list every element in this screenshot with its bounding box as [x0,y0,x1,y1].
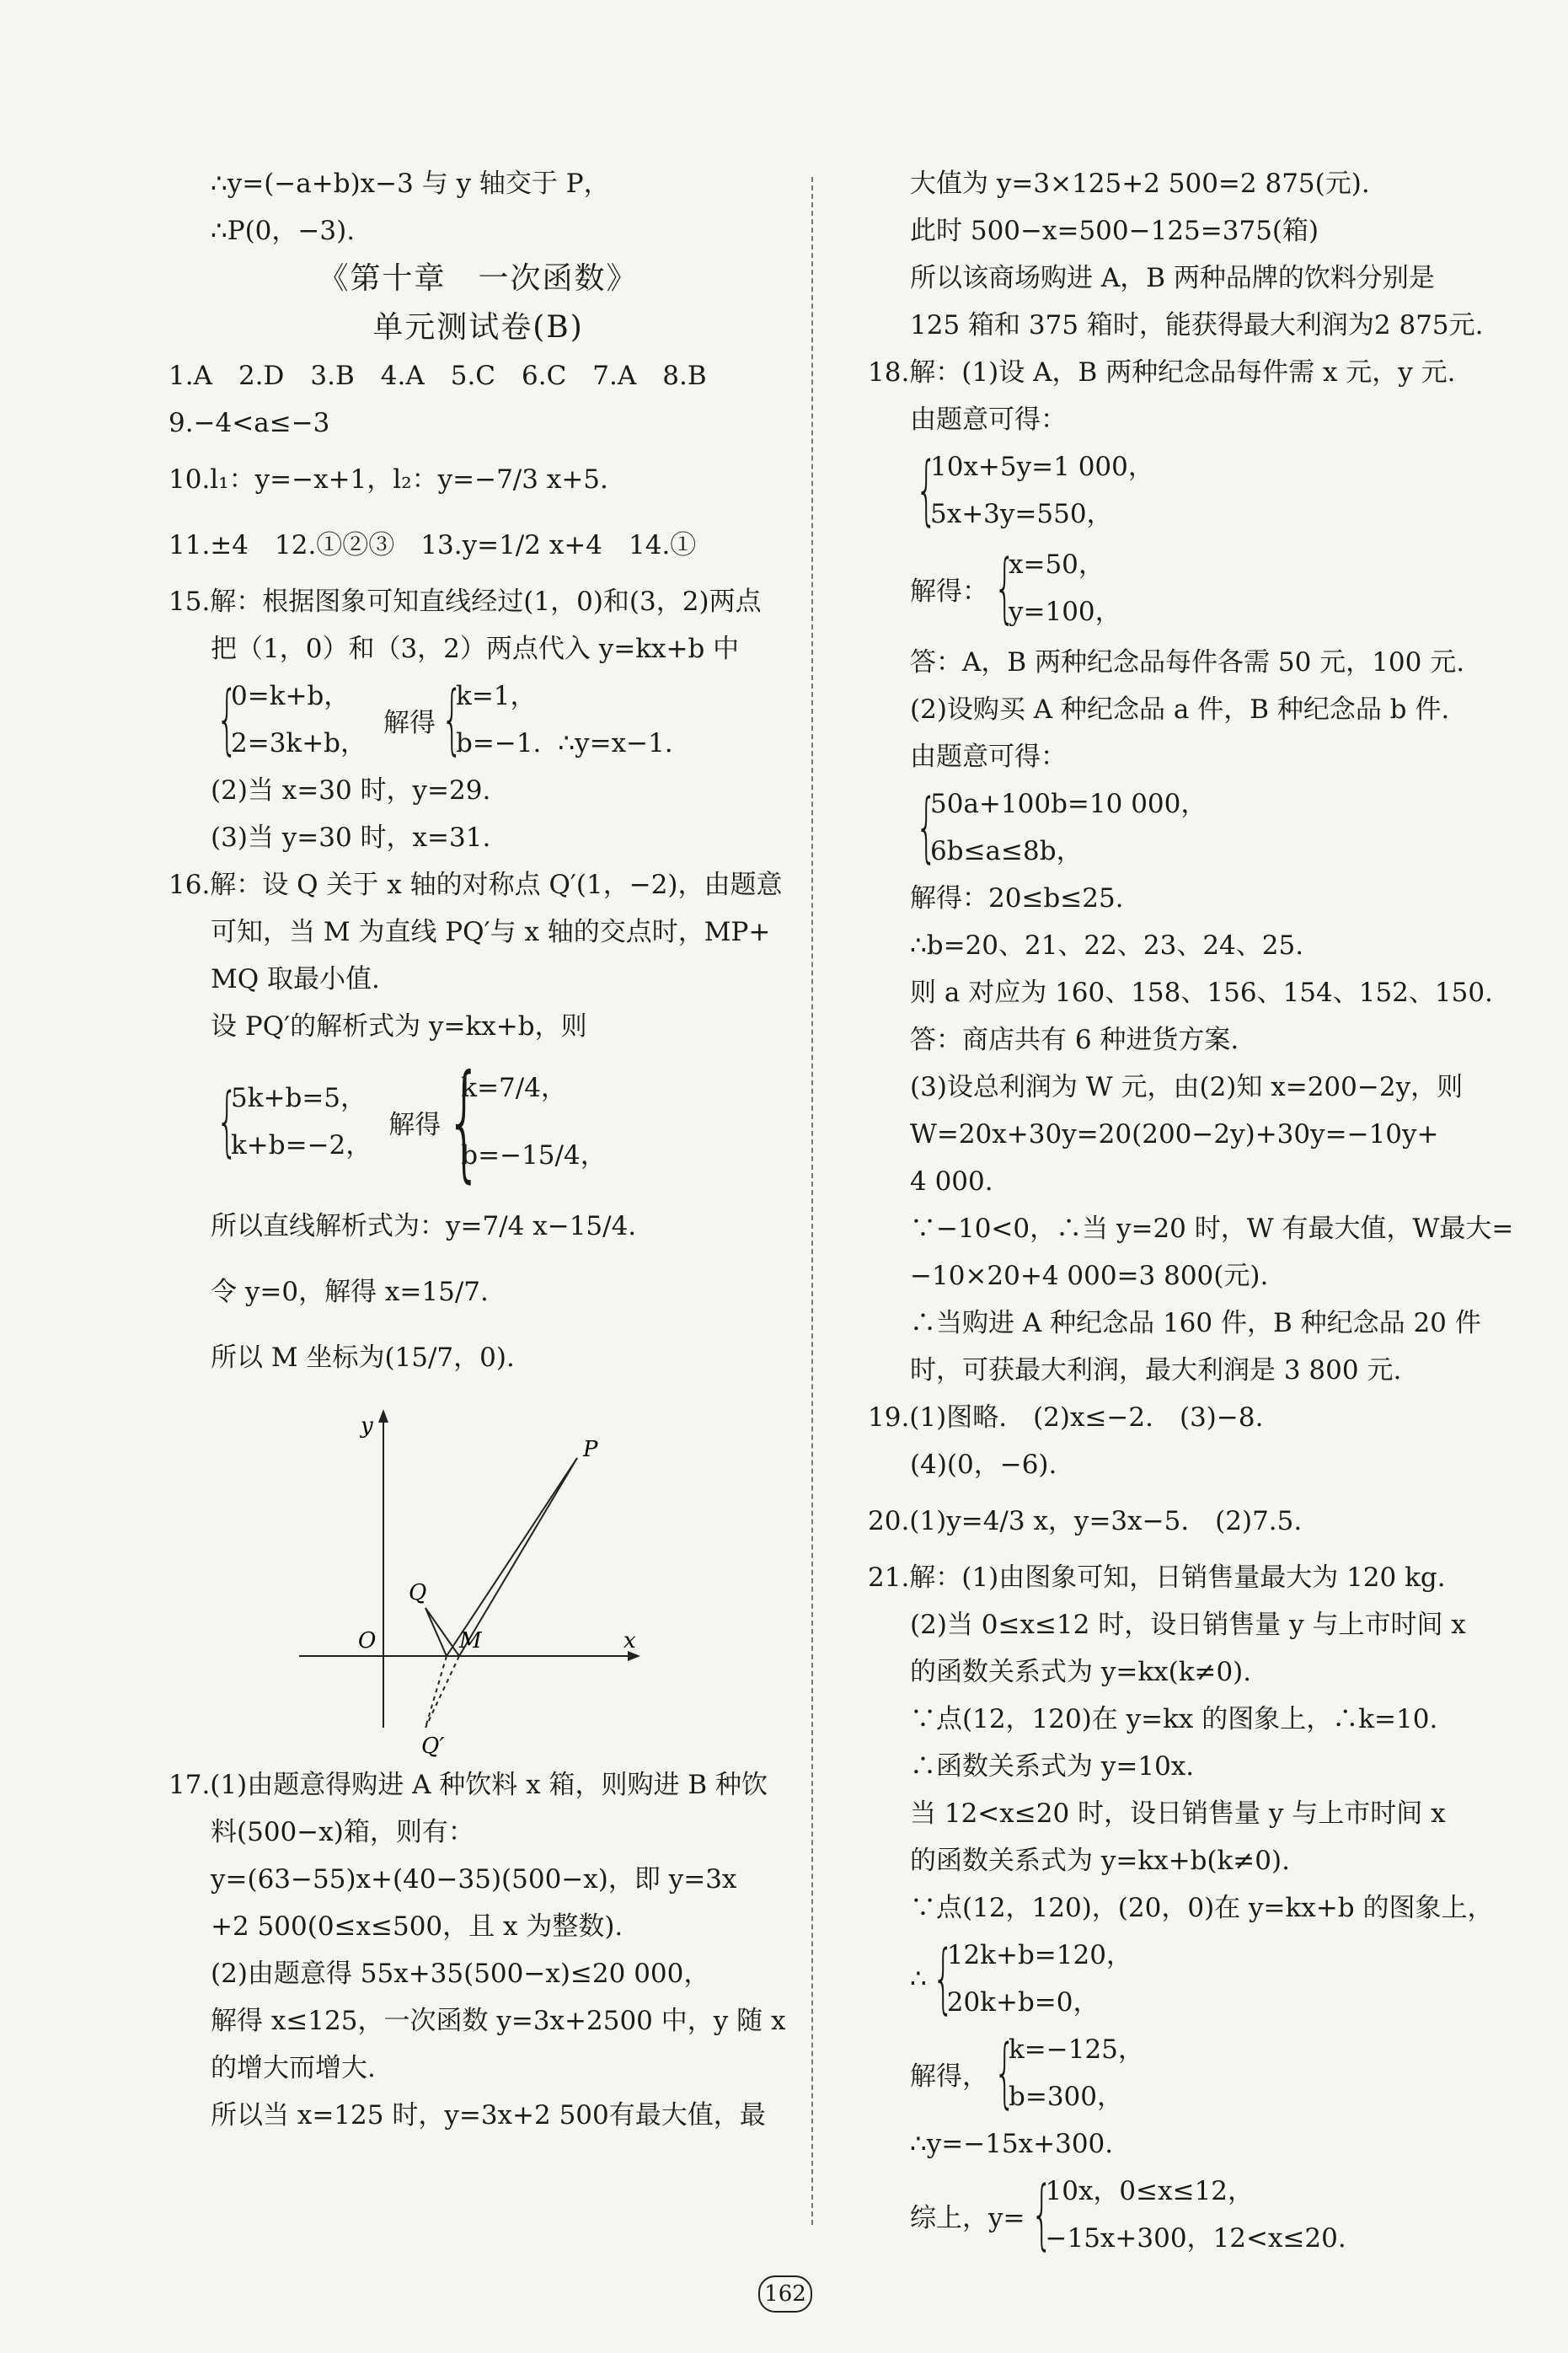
solve-label: 解得 [383,707,436,738]
eq: 0=k+b， [231,681,351,711]
brace: { [932,1934,955,2023]
right-column [868,160,1514,2262]
q18-line: 18.解：(1)设 A，B 两种纪念品每件需 x 元，y 元. [868,357,1456,388]
q20-line: 20.(1)y=4/3 x，y=3x−5. (2)7.5. [868,1506,1303,1536]
eq: 2=3k+b， [231,728,367,758]
q16-line: 可知，当 M 为直线 PQ′与 x 轴的交点时，MP+ [211,917,771,947]
q16-line: 所以直线解析式为：y=7/4 x−15/4. [211,1211,637,1241]
q18-line: ∴b=20、21、22、23、24、25. [910,930,1304,961]
eq: 6b≤a≤8b， [930,836,1083,866]
q15-line: (2)当 x=30 时，y=29. [211,775,491,806]
answers-11-14: 11.±4 12.①②③ 13.y=1/2 x+4 14.① [169,530,697,560]
brace: { [993,2029,1016,2117]
q18-line: ∵−10<0，∴当 y=20 时，W 有最大值，W最大= [910,1214,1514,1244]
brace: { [993,544,1016,632]
answers-1-8: 1.A 2.D 3.B 4.A 5.C 6.C 7.A 8.B [169,361,707,391]
chapter-title: 《第十章 一次函数》 [318,261,639,296]
q21-line: ∵点(12，120)，(20，0)在 y=kx+b 的图象上， [910,1893,1494,1923]
label-qprime: Q′ [421,1734,445,1759]
solve-label: 解得 [388,1109,442,1140]
q18-system [868,443,1491,538]
q16-line: 令 y=0，解得 x=15/7. [211,1277,489,1307]
brace: { [915,783,938,871]
column-divider [811,177,813,2225]
q16-line: 16.解：设 Q 关于 x 轴的对称点 Q′(1，−2)，由题意 [169,870,783,900]
line: ∴P(0，−3). [211,216,356,246]
q18-result [868,538,1491,639]
q18-line: 答：A，B 两种纪念品每件各需 50 元，100 元. [910,647,1465,678]
eq: b=−15/4， [461,1140,607,1171]
q16-line: MQ 取最小值. [211,964,380,994]
q17-cont: 此时 500−x=500−125=375(箱) [910,216,1319,246]
q15-line: (3)当 y=30 时，x=31. [211,823,491,853]
q17-line: (2)由题意得 55x+35(500−x)≤20 000， [211,1959,710,1989]
q21-line: 的函数关系式为 y=kx(k≠0). [910,1657,1252,1687]
q18-line: (2)设购买 A 种纪念品 a 件，B 种纪念品 b 件. [910,694,1450,725]
brace: { [1030,2170,1052,2259]
q17-cont: 所以该商场购进 A，B 两种品牌的饮料分别是 [910,263,1435,293]
coordinate-figure [169,1391,788,1761]
eq: b=300， [1009,2082,1123,2112]
eq: 12k+b=120， [946,1940,1132,1970]
dashed-qprime2 [425,1656,447,1728]
test-title: 单元测试卷(B) [372,310,584,345]
brace: { [915,446,938,534]
q21-line: ∴y=−15x+300. [910,2129,1114,2159]
solve-label: 解得， [910,2061,988,2092]
label-q: Q [409,1580,427,1605]
q16-line: 所以 M 坐标为(15/7，0). [211,1343,515,1373]
q18-line: ∴当购进 A 种纪念品 160 件，B 种纪念品 20 件 [910,1308,1481,1338]
eq: k=7/4， [461,1073,567,1103]
label-y: y [361,1413,373,1439]
q16-system [169,1050,788,1193]
q18-line: 时，可获最大利润，最大利润是 3 800 元. [910,1355,1402,1386]
q19-line: 19.(1)图略. (2)x≤−2. (3)−8. [868,1402,1264,1433]
piecewise-label: 综上，y= [910,2202,1025,2233]
q17-line: 料(500−x)箱，则有： [211,1817,474,1847]
segment-qm2 [425,1608,447,1656]
q18-line: 由题意可得： [910,742,1067,772]
brace: { [446,1048,483,1195]
label-p: P [583,1437,598,1462]
answer-10: 10.l₁：y=−x+1，l₂：y=−7/3 x+5. [169,464,608,495]
q15-system [169,673,788,767]
q17-line: 的增大而增大. [211,2053,376,2083]
eq: −15x+300，12<x≤20. [1045,2223,1346,2254]
q17-line: 17.(1)由题意得购进 A 种饮料 x 箱，则购进 B 种饮 [169,1770,768,1800]
q21-system [868,1932,1491,2026]
brace: { [216,1077,238,1166]
q21-line: 的函数关系式为 y=kx+b(k≠0). [910,1846,1290,1876]
q16-line: 设 PQ′的解析式为 y=kx+b，则 [211,1011,587,1042]
conclusion: ∴y=x−1. [558,728,673,758]
label-o: O [358,1628,377,1654]
q19-line: (4)(0，−6). [910,1450,1057,1480]
q17-line: 所以当 x=125 时，y=3x+2 500有最大值，最 [211,2100,766,2131]
eq: 10x，0≤x≤12， [1045,2176,1255,2206]
q15-line: 把（1，0）和（3，2）两点代入 y=kx+b 中 [211,634,740,664]
eq: 5x+3y=550， [930,499,1113,529]
q17-line: 解得 x≤125，一次函数 y=3x+2500 中，y 随 x [211,2006,786,2036]
brace: { [441,675,463,764]
therefore: ∴ [910,1964,927,1994]
eq: 5k+b=5， [231,1083,367,1113]
answer-9: 9.−4<a≤−3 [169,408,330,438]
eq: 20k+b=0， [946,1987,1100,2018]
q18-line: 由题意可得： [910,405,1067,435]
q18-line: 则 a 对应为 160、158、156、154、152、150. [910,978,1493,1008]
q18-line: (3)设总利润为 W 元，由(2)知 x=200−2y，则 [910,1072,1464,1102]
eq: 50a+100b=10 000， [930,789,1207,819]
q17-line: +2 500(0≤x≤500，且 x 为整数). [211,1911,623,1942]
eq: y=100， [1009,597,1121,627]
label-m: M [459,1628,482,1654]
page-number: 162 [758,2275,812,2313]
eq: k=1， [456,681,537,711]
eq: k=−125， [1009,2034,1144,2065]
q21-line: (2)当 0≤x≤12 时，设日销售量 y 与上市时间 x [910,1610,1466,1640]
eq: k+b=−2， [231,1130,372,1160]
q17-cont: 大值为 y=3×125+2 500=2 875(元). [910,169,1370,199]
q18-system2 [868,780,1491,875]
q21-piecewise [868,2168,1491,2262]
q15-line: 15.解：根据图象可知直线经过(1，0)和(3，2)两点 [169,587,762,617]
q18-line: 解得：20≤b≤25. [910,883,1124,914]
q17-cont: 125 箱和 375 箱时，能获得最大利润为2 875元. [910,310,1484,340]
q21-line: 21.解：(1)由图象可知，日销售量最大为 120 kg. [868,1562,1446,1593]
segment-qm [425,1608,459,1656]
segment-mp2 [459,1458,577,1656]
label-x: x [623,1628,636,1654]
line: ∴y=(−a+b)x−3 与 y 轴交于 P， [211,169,610,199]
q21-result [868,2026,1491,2120]
brace: { [216,675,238,764]
q21-line: ∵点(12，120)在 y=kx 的图象上，∴k=10. [910,1704,1438,1734]
eq: x=50， [1009,549,1105,580]
q18-line: W=20x+30y=20(200−2y)+30y=−10y+ [910,1119,1439,1150]
segment-mp [447,1458,577,1656]
left-column [169,160,788,2139]
q18-line: −10×20+4 000=3 800(元). [910,1261,1269,1291]
q18-line: 4 000. [910,1166,993,1197]
y-arrow [378,1409,388,1423]
q17-line: y=(63−55)x+(40−35)(500−x)，即 y=3x [211,1864,737,1895]
dashed-qprime [425,1656,459,1728]
q18-line: 答：商店共有 6 种进货方案. [910,1025,1239,1055]
solve-label: 解得： [910,576,988,607]
q21-line: 当 12<x≤20 时，设日销售量 y 与上市时间 x [910,1798,1446,1829]
eq: 10x+5y=1 000， [930,452,1154,482]
eq: b=−1. [456,728,542,758]
q21-line: ∴函数关系式为 y=10x. [910,1751,1195,1782]
